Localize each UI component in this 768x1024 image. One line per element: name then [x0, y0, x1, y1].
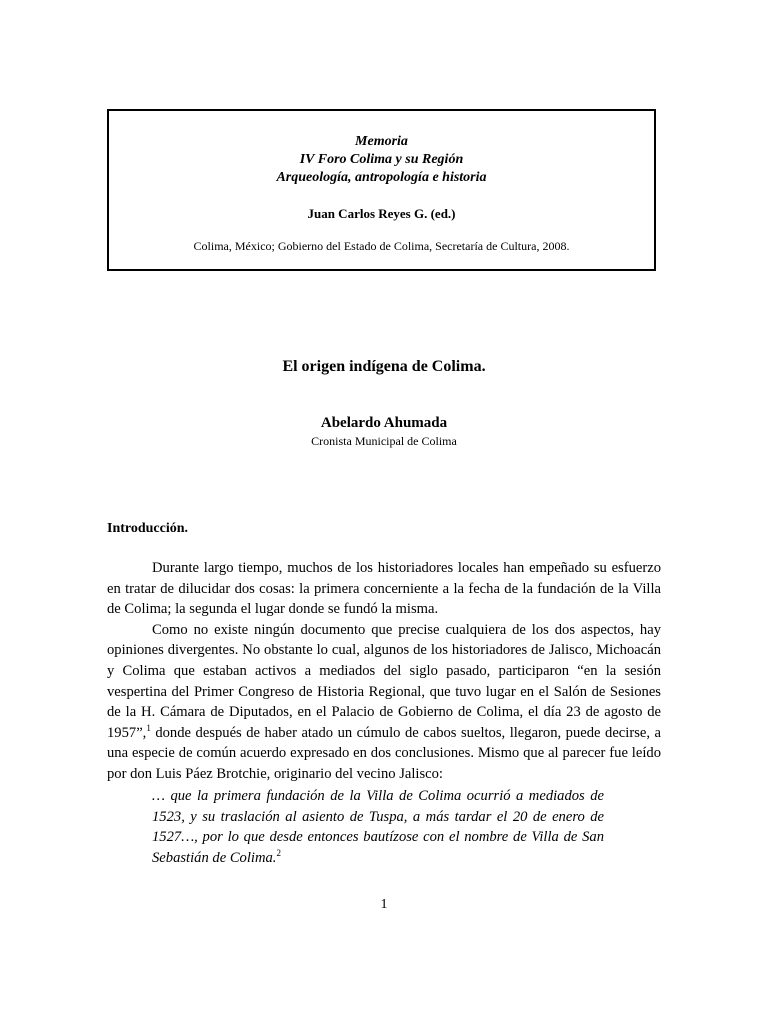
citation-title-line-1: Memoria: [355, 134, 408, 149]
section-heading: Introducción.: [107, 521, 189, 536]
citation-publication: Colima, México; Gobierno del Estado de Colima, Secretaría de Cultura, 2008.: [193, 239, 570, 253]
citation-editor: Juan Carlos Reyes G. (ed.): [307, 206, 456, 221]
body-text: [107, 558, 661, 785]
quote-text: … que la primera fundación de la Villa de Colima ocurrió a mediados de 1523, y su traslación al asiento de Tuspa, a más tardar el 20 de enero de 1527…, por lo que desde entonces bautízose con el nombre de Villa de San Sebastián de Colima.: [152, 788, 604, 866]
article-author: Abelardo Ahumada: [320, 415, 448, 431]
page-number: 1: [380, 897, 388, 912]
article-title: El origen indígena de Colima.: [282, 358, 486, 375]
footnote-ref-1[interactable]: 1: [146, 722, 151, 733]
block-quote: [152, 786, 604, 868]
citation-title-line-2: IV Foro Colima y su Región: [299, 152, 464, 167]
citation-title-line-3: Arqueología, antropología e historia: [276, 170, 487, 185]
citation-box: [107, 109, 656, 271]
paragraph-2: [107, 620, 661, 785]
footnote-ref-2[interactable]: 2: [276, 847, 281, 858]
paragraph-1: Durante largo tiempo, muchos de los historiadores locales han empeñado su esfuerzo en tratar de dilucidar dos cosas: la primera concerniente a la fecha de la fundación de la Villa de Colima; la segunda el lugar donde se fundó la misma.: [107, 560, 661, 618]
paragraph-2-text-b: donde después de haber atado un cúmulo de cabos sueltos, llegaron, puede decirse, a una especie de común acuerdo expresado en dos conclusiones. Mismo que al parecer fue leído por don Luis Páez Brotchie, originario del vecino Jalisco:: [107, 724, 661, 782]
author-role: Cronista Municipal de Colima: [311, 434, 457, 448]
paragraph-2-text-a: Como no existe ningún documento que precise cualquiera de los dos aspectos, hay opiniones divergentes. No obstante lo cual, algunos de los historiadores de Jalisco, Michoacán y Colima que estaban activos a mediados del siglo pasado, participaron “en la sesión vespertina del Primer Congreso de Historia Regional, que tuvo lugar en el Salón de Sesiones de la H. Cámara de Diputados, en el Palacio de Gobierno de Colima, el día 23 de agosto de 1957”,: [107, 621, 661, 741]
